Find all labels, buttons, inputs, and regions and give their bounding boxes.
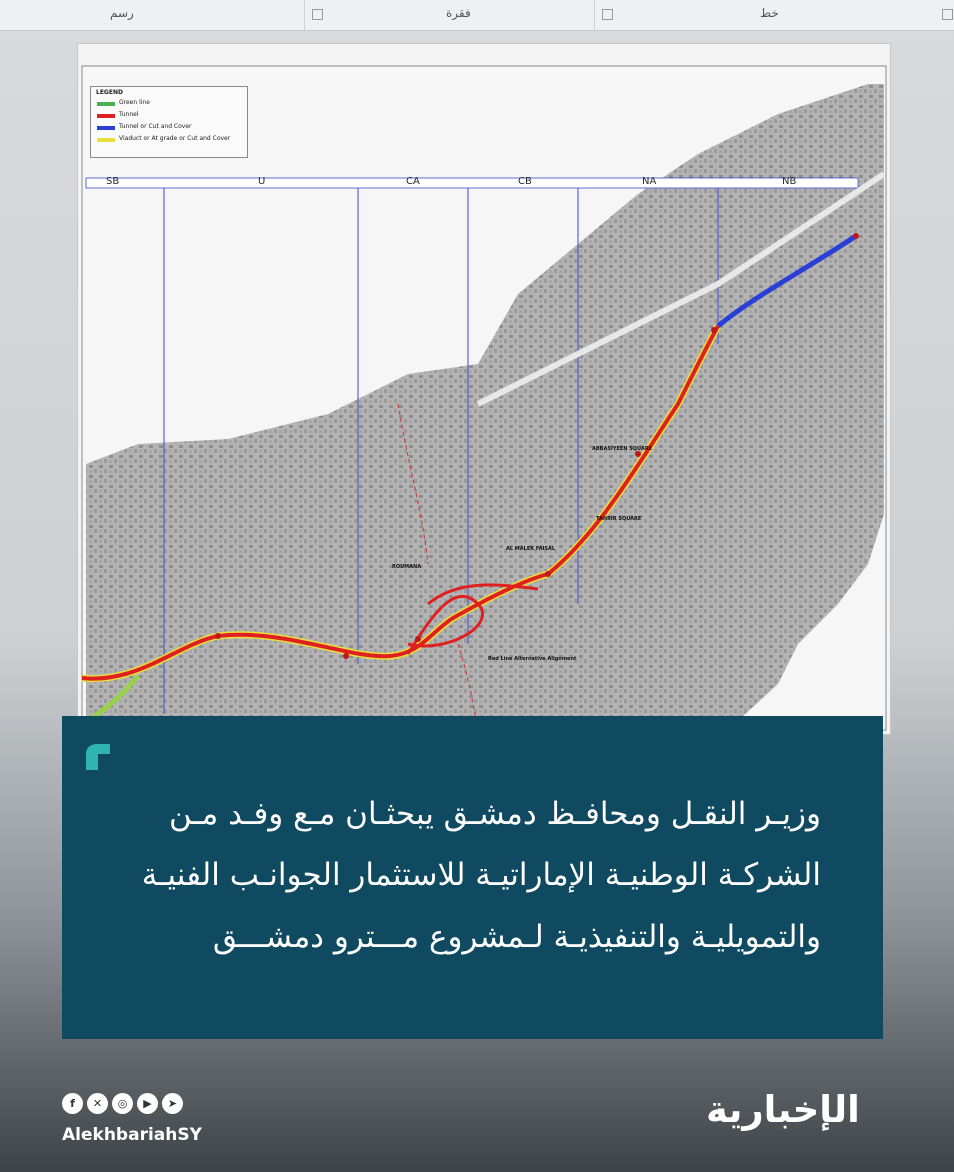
station-label: TAHRIR SQUARE [596, 516, 642, 522]
metro-route-map [78, 44, 890, 734]
segment-label: NA [642, 176, 657, 187]
ribbon-group-paragraph[interactable]: فقرة [446, 6, 471, 20]
legend-label: Viaduct or At grade or Cut and Cover [119, 135, 231, 142]
quote-mark-icon [82, 740, 114, 772]
instagram-icon[interactable]: ◎ [112, 1093, 133, 1114]
account-handle: AlekhbariahSY [62, 1125, 202, 1145]
route-label: Red Line Alternative Alignment [488, 656, 577, 662]
legend-swatch [97, 102, 115, 106]
legend-item [97, 123, 247, 132]
segment-label: CA [406, 176, 420, 187]
expand-icon[interactable] [312, 9, 323, 20]
legend-item [97, 135, 247, 144]
caption-line: وزيـر النقـل ومحافـظ دمشـق يبحثـان مـع وفـد مـن [169, 796, 821, 832]
caption-line: الشركـة الوطنيـة الإماراتيـة للاستثمار الجوانـب الفنيـة [141, 857, 821, 893]
station-label: AL MALEK FAISAL [506, 546, 556, 552]
legend-label: Tunnel or Cut and Cover [119, 123, 192, 130]
legend-item [97, 99, 247, 108]
segment-label: CB [518, 176, 532, 187]
legend-label: Green line [119, 99, 150, 106]
ribbon-divider [304, 0, 305, 30]
map-legend [90, 86, 248, 158]
segment-label: U [258, 176, 266, 187]
alekhbariah-logo: الإخبارية [706, 1088, 860, 1131]
word-ribbon-toolbar [0, 0, 954, 31]
youtube-icon[interactable]: ▶ [137, 1093, 158, 1114]
expand-icon[interactable] [602, 9, 613, 20]
ribbon-divider [594, 0, 595, 30]
telegram-icon[interactable]: ➤ [162, 1093, 183, 1114]
legend-item [97, 111, 247, 120]
station-label: ROUMANA [392, 564, 422, 570]
legend-swatch [97, 138, 115, 142]
news-caption-box [62, 716, 883, 1039]
expand-icon[interactable] [942, 9, 953, 20]
segment-label: SB [106, 176, 120, 187]
ribbon-group-drawing[interactable]: رسم [110, 6, 134, 20]
caption-line: والتمويليـة والتنفيذيـة لـمشروع مـــترو دمشـــق [212, 919, 821, 955]
legend-swatch [97, 126, 115, 130]
ribbon-group-font[interactable]: خط [760, 6, 779, 20]
legend-swatch [97, 114, 115, 118]
legend-title: LEGEND [96, 89, 123, 96]
facebook-icon[interactable]: f [62, 1093, 83, 1114]
segment-label: NB [782, 176, 797, 187]
station-label: ABBASIYEEN SQUARE [592, 446, 653, 452]
legend-label: Tunnel [119, 111, 139, 118]
x-icon[interactable]: ✕ [87, 1093, 108, 1114]
